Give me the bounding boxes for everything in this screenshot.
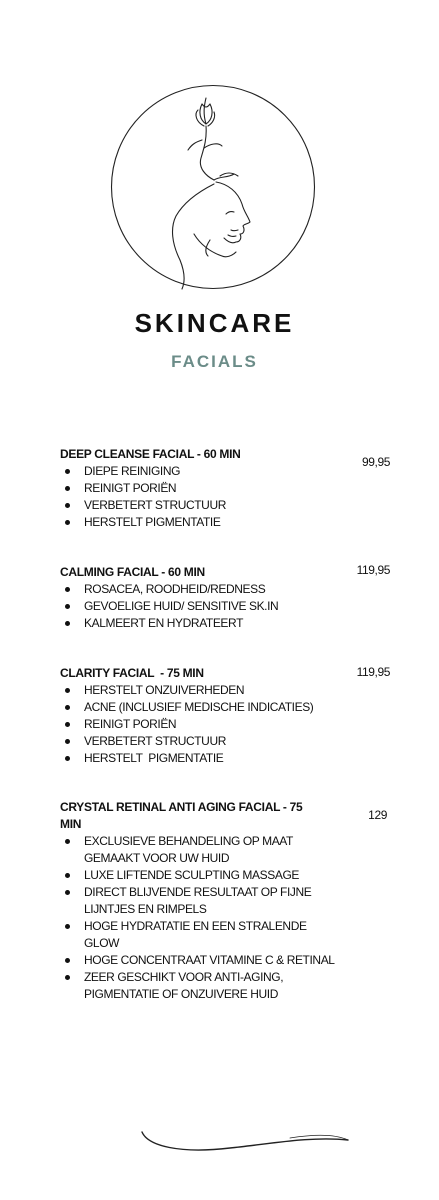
list-item: ACNE (INCLUSIEF MEDISCHE INDICATIES) xyxy=(60,699,344,716)
bullet-icon xyxy=(65,688,70,693)
treatment-header xyxy=(60,665,390,682)
bullet-icon xyxy=(65,705,70,710)
list-item: ROSACEA, ROODHEID/REDNESS xyxy=(60,581,344,598)
bullet-icon xyxy=(65,722,70,727)
list-item: VERBETERT STRUCTUUR xyxy=(60,497,344,514)
bullet-icon xyxy=(65,873,70,878)
treatment-benefits-list xyxy=(60,463,390,531)
bullet-icon xyxy=(65,520,70,525)
list-item: LUXE LIFTENDE SCULPTING MASSAGE xyxy=(60,867,344,884)
bullet-icon xyxy=(65,756,70,761)
list-item: GEVOELIGE HUID/ SENSITIVE SK.IN xyxy=(60,598,344,615)
list-item: DIEPE REINIGING xyxy=(60,463,344,480)
treatment-benefits-list xyxy=(60,682,390,767)
treatment-header xyxy=(60,446,390,469)
list-item: EXCLUSIEVE BEHANDELING OP MAAT GEMAAKT VOOR UW HUID xyxy=(60,833,314,867)
bullet-icon xyxy=(65,924,70,929)
page-subtitle: FACIALS xyxy=(171,352,258,371)
treatment-name: DEEP CLEANSE FACIAL - 60 MIN xyxy=(60,447,241,461)
list-item: REINIGT PORIËN xyxy=(60,480,344,497)
list-item: HOGE HYDRATATIE EN EEN STRALENDE GLOW xyxy=(60,918,314,952)
bullet-icon xyxy=(65,604,70,609)
bullet-icon xyxy=(65,503,70,508)
treatment-clarity xyxy=(60,665,390,767)
treatment-name: CRYSTAL RETINAL ANTI AGING FACIAL - 75 MIN xyxy=(60,800,303,831)
list-item: ZEER GESCHIKT VOOR ANTI-AGING, PIGMENTATIE OF ONZUIVERE HUID xyxy=(60,969,324,1003)
page-title: SKINCARE xyxy=(134,308,295,338)
treatment-calming xyxy=(60,564,390,632)
bullet-icon xyxy=(65,486,70,491)
treatment-crystal-retinal xyxy=(60,799,390,1003)
list-item: REINIGT PORIËN xyxy=(60,716,344,733)
list-item: KALMEERT EN HYDRATEERT xyxy=(60,615,344,632)
bullet-icon xyxy=(65,587,70,592)
decorative-swash-icon xyxy=(140,1120,352,1160)
treatment-benefits-list xyxy=(60,833,390,1003)
bullet-icon xyxy=(65,469,70,474)
list-item: DIRECT BLIJVENDE RESULTAAT OP FIJNE LIJNTJES EN RIMPELS xyxy=(60,884,314,918)
list-item: HOGE CONCENTRAAT VITAMINE C & RETINAL xyxy=(60,952,364,969)
treatment-header xyxy=(60,799,390,833)
treatment-price: 119,95 xyxy=(356,563,390,577)
list-item: VERBETERT STRUCTUUR xyxy=(60,733,344,750)
bullet-icon xyxy=(65,975,70,980)
treatment-header xyxy=(60,564,390,581)
treatment-name: CALMING FACIAL - 60 MIN xyxy=(60,565,205,579)
list-item: HERSTELT PIGMENTATIE xyxy=(60,514,344,531)
treatment-price: 119,95 xyxy=(356,665,390,679)
treatment-price: 129 xyxy=(368,808,387,822)
list-item: HERSTELT ONZUIVERHEDEN xyxy=(60,682,344,699)
bullet-icon xyxy=(65,958,70,963)
treatment-benefits-list xyxy=(60,581,390,632)
woman-face-flower-line-art-icon xyxy=(110,84,316,290)
treatment-price: 99,95 xyxy=(361,455,390,469)
treatment-deep-cleanse xyxy=(60,446,390,531)
bullet-icon xyxy=(65,890,70,895)
bullet-icon xyxy=(65,839,70,844)
bullet-icon xyxy=(65,739,70,744)
bullet-icon xyxy=(65,621,70,626)
list-item: HERSTELT PIGMENTATIE xyxy=(60,750,344,767)
treatment-name: CLARITY FACIAL - 75 MIN xyxy=(60,666,204,680)
